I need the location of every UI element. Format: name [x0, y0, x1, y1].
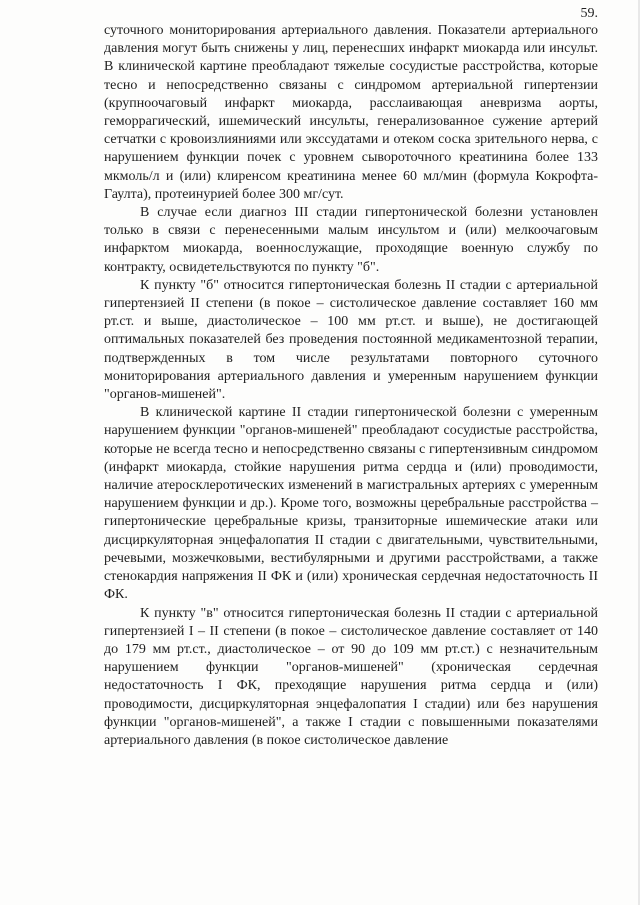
document-body: [104, 22, 598, 750]
paragraph-point-v: К пункту "в" относится гипертоническая болезнь II стадии с артериальной гипертензией I – II степени (в покое – систолическое давление составляет от 140 до 179 мм рт.ст., диастолическое – от 90 до 109 мм рт.ст.) с незначительным нарушением функции "органов-мишеней" (хроническая сердечная недостаточность I ФК, преходящие нарушения ритма сердца и (или) проводимости, дисциркуляторная энцефалопатия I стадии) или без нарушения функции "органов-мишеней", а также I стадии с повышенными показателями артериального давления (в покое систолическое давление: [104, 605, 598, 748]
page-number: 59.: [580, 6, 598, 21]
paragraph-stage-iii-note: В случае если диагноз III стадии гипертонической болезни установлен только в связи с перенесенными малым инсультом и (или) мелкоочаговым инфарктом миокарда, военнослужащие, проходящие военную службу по контракту, освидетельствуются по пункту "б".: [104, 205, 598, 275]
paragraph-continuation: суточного мониторирования артериального давления. Показатели артериального давления могут быть снижены у лиц, перенесших инфаркт миокарда или инсульт. В клинической картине преобладают тяжелые сосудистые расстройства, которые тесно и непосредственно связаны с синдромом артериальной гипертензии (крупноочаговый инфаркт миокарда, расслаивающая аневризма аорты, геморрагический, ишемический инсульты, генерализованное сужение артерий сетчатки с кровоизлияниями или экссудатами и отеком соска зрительного нерва, с нарушением функции почек с уровнем сывороточного креатинина более 133 мкмоль/л и (или) клиренсом креатинина менее 60 мл/мин (формула Кокрофта-Гаулта), протеинурией более 300 мг/сут.: [104, 23, 598, 202]
paragraph-point-b: К пункту "б" относится гипертоническая болезнь II стадии с артериальной гипертензией II степени (в покое – систолическое давление составляет 160 мм рт.ст. и выше, диастолическое – 100 мм рт.ст. и выше), не достигающей оптимальных показателей без проведения постоянной медикаментозной терапии, подтвержденных в том числе результатами повторного суточного мониторирования артериального давления и умеренным нарушением функции "органов-мишеней".: [104, 277, 598, 403]
paragraph-clinical-picture-stage-ii: В клинической картине II стадии гипертонической болезни с умеренным нарушением функции "органов-мишеней" преобладают сосудистые расстройства, которые не всегда тесно и непосредственно связаны с гипертензивным синдромом (инфаркт миокарда, стойкие нарушения ритма сердца и (или) проводимости, наличие атеросклеротических изменений в магистральных артериях с умеренным нарушением функции и др.). Кроме того, возможны церебральные расстройства – гипертонические церебральные кризы, транзиторные ишемические атаки или дисциркуляторная энцефалопатия II стадии с двигательными, чувствительными, речевыми, мозжечковыми, вестибулярными и другими расстройствами, а также стенокардия напряжения II ФК и (или) хроническая сердечная недостаточность II ФК.: [104, 405, 598, 603]
